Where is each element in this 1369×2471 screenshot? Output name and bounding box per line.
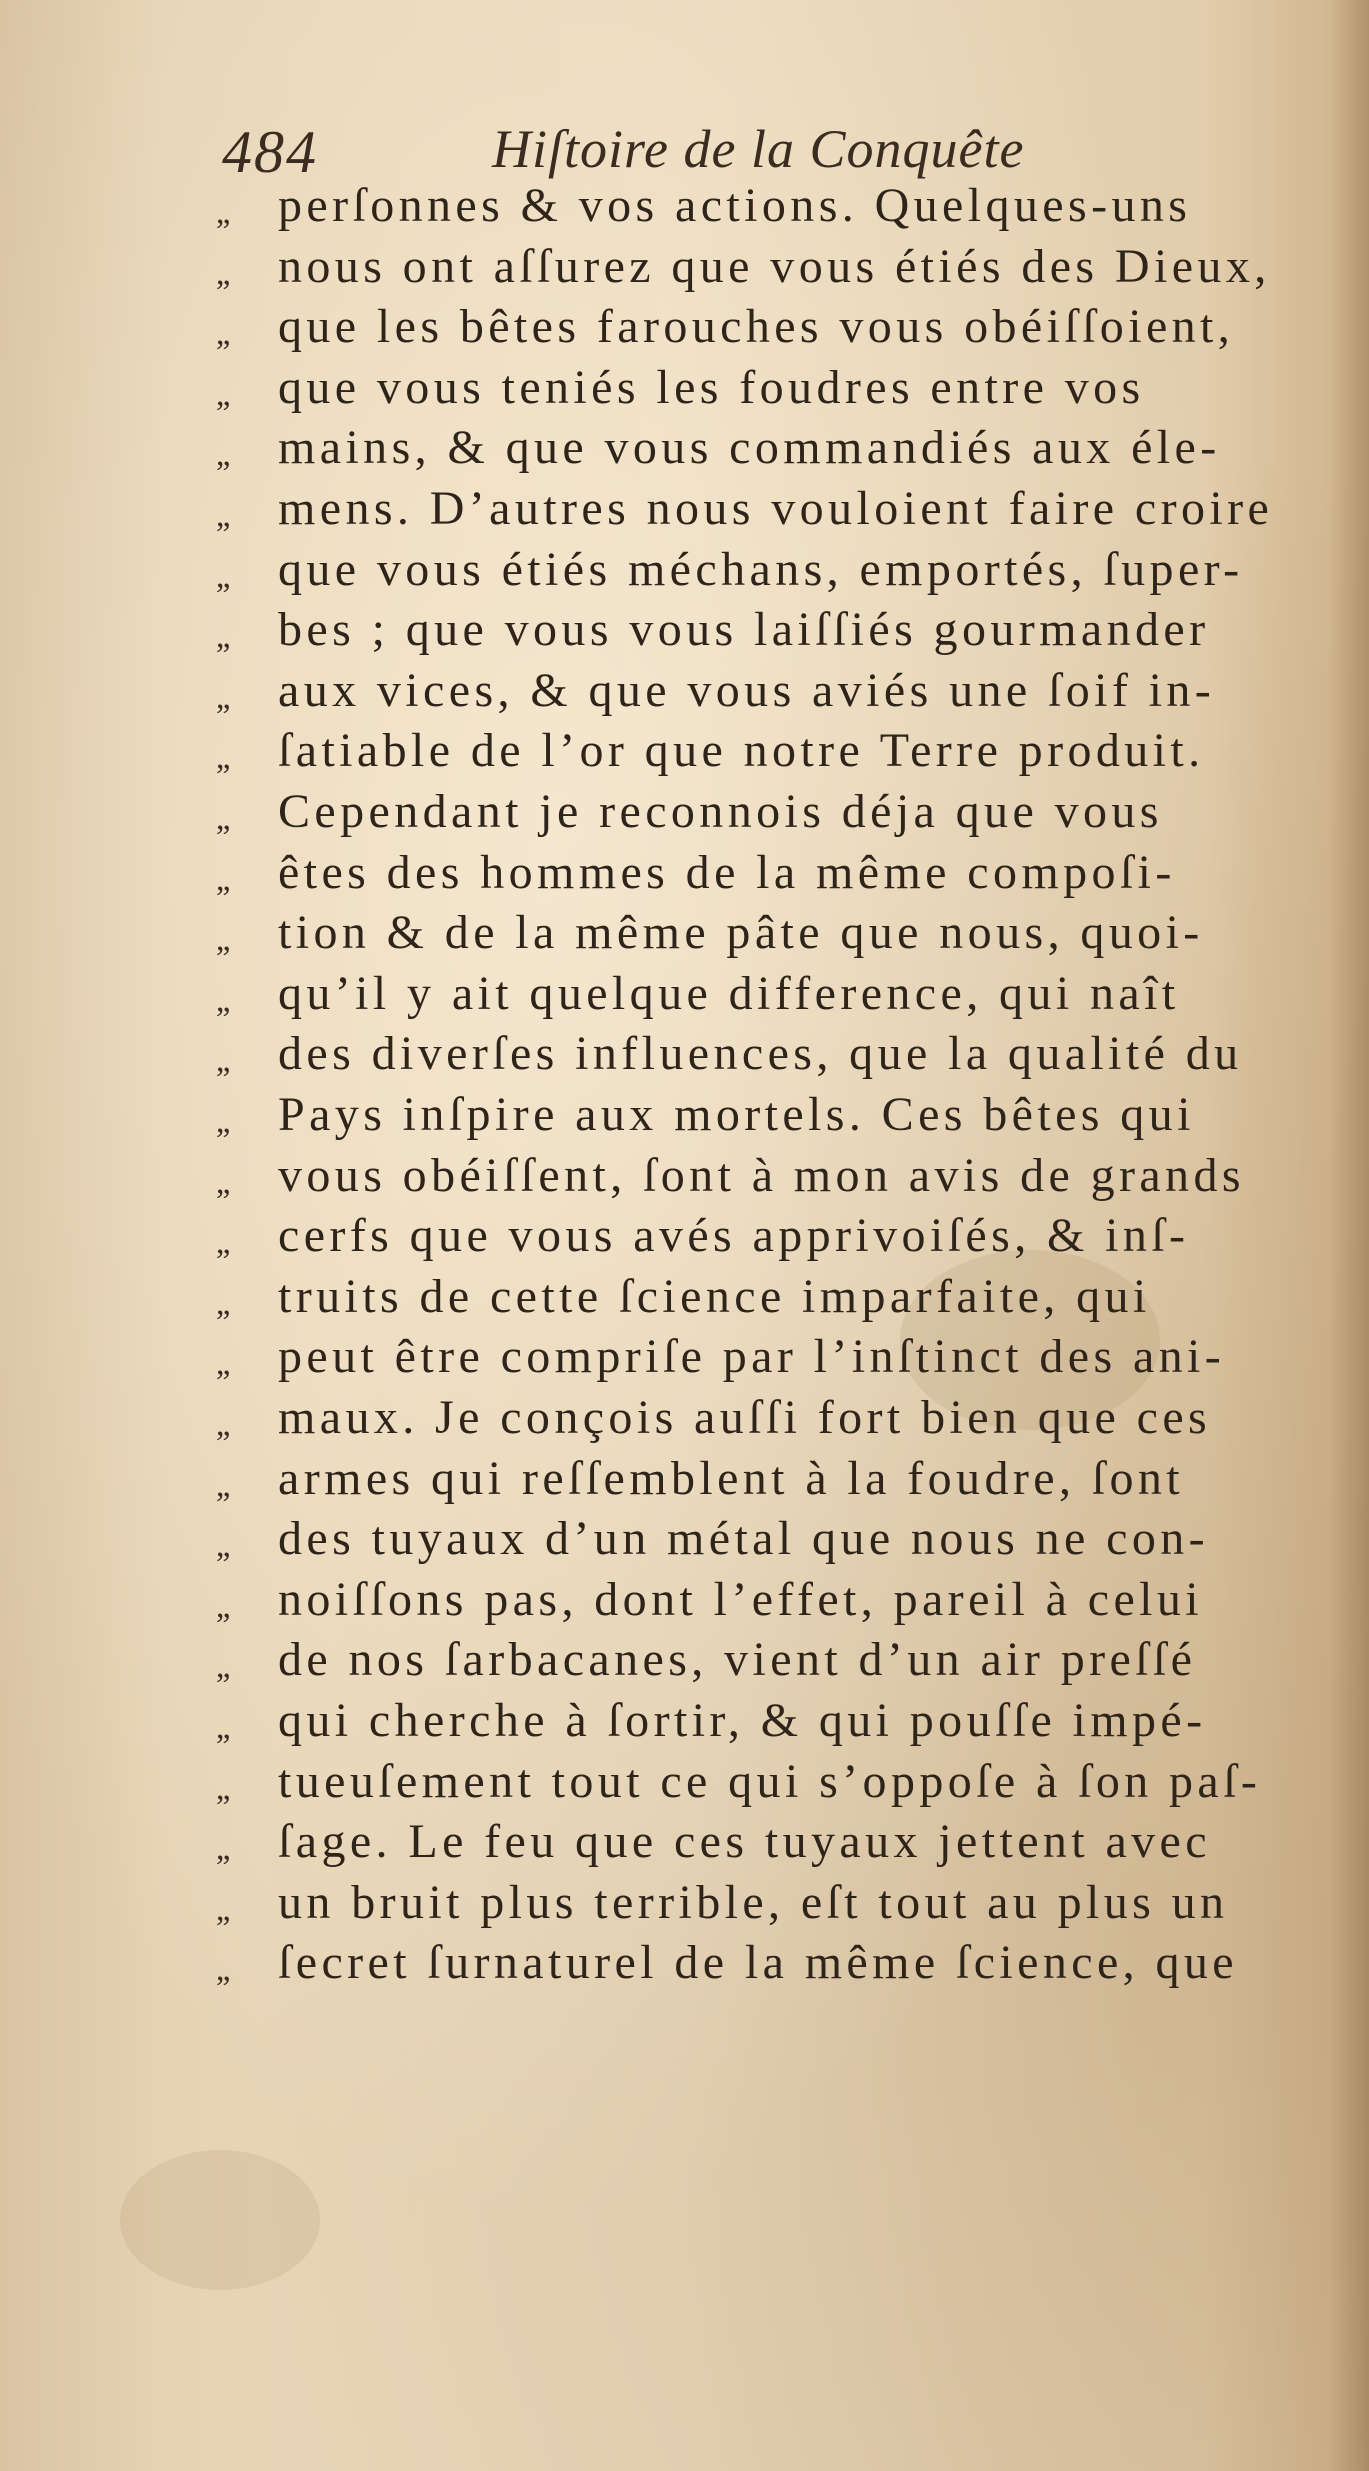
line-text: tueuſement tout ce qui s’oppoſe à ſon paſ- [278, 1754, 1262, 1808]
line-text: mens. D’autres nous vouloient faire croire [278, 482, 1274, 535]
quotation-mark: ,, [216, 1103, 229, 1140]
quotation-mark: ,, [216, 1406, 229, 1443]
quotation-mark: ,, [216, 1284, 229, 1322]
text-line [0, 237, 1369, 297]
line-text: des tuyaux d’un métal que nous ne con- [278, 1512, 1210, 1566]
text-line [0, 600, 1369, 660]
paper-stain [120, 2150, 320, 2290]
line-text: qu’il y ait quelque difference, qui naît [278, 966, 1180, 1020]
text-line [0, 843, 1369, 903]
quotation-mark: ,, [216, 497, 229, 534]
quotation-mark: ,, [216, 315, 229, 353]
line-text: êtes des hommes de la même compoſi- [278, 845, 1176, 899]
quotation-mark: ,, [216, 436, 229, 474]
line-text: des diverſes influences, que la qualité du [278, 1027, 1243, 1081]
text-line [0, 1267, 1369, 1327]
quotation-mark: ,, [216, 678, 229, 716]
line-text: cerfs que vous avés apprivoiſés, & inſ- [278, 1209, 1190, 1263]
line-text: truits de cette ſcience imparfaite, qui [278, 1269, 1151, 1323]
quotation-mark: ,, [216, 1345, 229, 1383]
text-line [0, 1327, 1369, 1387]
line-text: peut être compriſe par l’inſtinct des ani- [278, 1330, 1226, 1384]
line-text: Pays inſpire aux mortels. Ces bêtes qui [278, 1088, 1195, 1141]
text-line [0, 1873, 1369, 1933]
quotation-mark: ,, [216, 1163, 229, 1201]
line-text: que vous étiés méchans, emportés, ſuper- [278, 542, 1244, 596]
quotation-mark: ,, [216, 860, 229, 898]
text-line [0, 540, 1369, 600]
text-line [0, 1691, 1369, 1751]
text-line [0, 358, 1369, 418]
text-line [0, 661, 1369, 721]
text-line [0, 1812, 1369, 1872]
line-text: noiſſons pas, dont l’effet, pareil à celui [278, 1572, 1204, 1626]
quotation-mark: ,, [216, 1527, 229, 1565]
text-line [0, 721, 1369, 781]
line-text: bes ; que vous vous laiſſiés gourmander [278, 603, 1210, 657]
page-number: 484 [222, 119, 318, 185]
text-line [0, 964, 1369, 1024]
quotation-mark: ,, [216, 1890, 229, 1928]
text-line [0, 903, 1369, 963]
line-text: que vous teniés les foudres entre vos [278, 360, 1145, 414]
text-line [0, 1206, 1369, 1266]
text-line [0, 479, 1369, 539]
line-text: perſonnes & vos actions. Quelques-uns [278, 179, 1192, 232]
text-line [0, 1024, 1369, 1084]
quotation-mark: ,, [216, 1042, 229, 1080]
text-line [0, 1630, 1369, 1690]
line-text: vous obéiſſent, ſont à mon avis de grands [278, 1148, 1245, 1202]
quotation-mark: ,, [216, 1587, 229, 1625]
text-line [0, 1570, 1369, 1630]
text-line [0, 1146, 1369, 1206]
quotation-mark: ,, [216, 1466, 229, 1504]
quotation-mark: ,, [216, 1951, 229, 1989]
running-title: Hiſtoire de la Conquête [492, 119, 1025, 179]
quotation-mark: ,, [216, 739, 229, 777]
quotation-mark: ,, [216, 194, 229, 231]
text-line [0, 176, 1369, 236]
line-text: mains, & que vous commandiés aux éle- [278, 421, 1221, 475]
text-line [0, 297, 1369, 357]
line-text: ſecret ſurnaturel de la même ſcience, que [278, 1936, 1238, 1990]
line-text: ſage. Le feu que ces tuyaux jettent avec [278, 1815, 1211, 1869]
line-text: un bruit plus terrible, eſt tout au plus un [278, 1875, 1229, 1929]
text-line [0, 1933, 1369, 1993]
line-text: Cependant je reconnois déja que vous [278, 785, 1163, 838]
quotation-mark: ,, [216, 557, 229, 595]
quotation-mark: ,, [216, 618, 229, 656]
quotation-mark: ,, [216, 375, 229, 413]
line-text: de nos ſarbacanes, vient d’un air preſſé [278, 1633, 1197, 1687]
text-line [0, 1752, 1369, 1812]
line-text: nous ont aſſurez que vous étiés des Dieux, [278, 239, 1271, 293]
quotation-mark: ,, [216, 254, 229, 292]
quotation-mark: ,, [216, 981, 229, 1019]
quotation-mark: ,, [216, 921, 229, 959]
text-line [0, 1085, 1369, 1145]
text-line [0, 1449, 1369, 1509]
quotation-mark: ,, [216, 1648, 229, 1686]
quotation-mark: ,, [216, 1769, 229, 1807]
quotation-mark: ,, [216, 1224, 229, 1262]
quotation-mark: ,, [216, 1830, 229, 1868]
text-line [0, 418, 1369, 478]
line-text: ſatiable de l’or que notre Terre produit. [278, 724, 1205, 778]
line-text: armes qui reſſemblent à la foudre, ſont [278, 1451, 1185, 1505]
text-line [0, 1509, 1369, 1569]
quotation-mark: ,, [216, 800, 229, 837]
line-text: aux vices, & que vous aviés une ſoif in- [278, 663, 1216, 717]
text-line [0, 1388, 1369, 1448]
line-text: qui cherche à ſortir, & qui pouſſe impé- [278, 1694, 1207, 1747]
line-text: tion & de la même pâte que nous, quoi- [278, 906, 1204, 960]
line-text: que les bêtes farouches vous obéiſſoient, [278, 300, 1235, 354]
text-line [0, 782, 1369, 842]
line-text: maux. Je conçois auſſi fort bien que ces [278, 1391, 1212, 1444]
quotation-mark: ,, [216, 1709, 229, 1746]
